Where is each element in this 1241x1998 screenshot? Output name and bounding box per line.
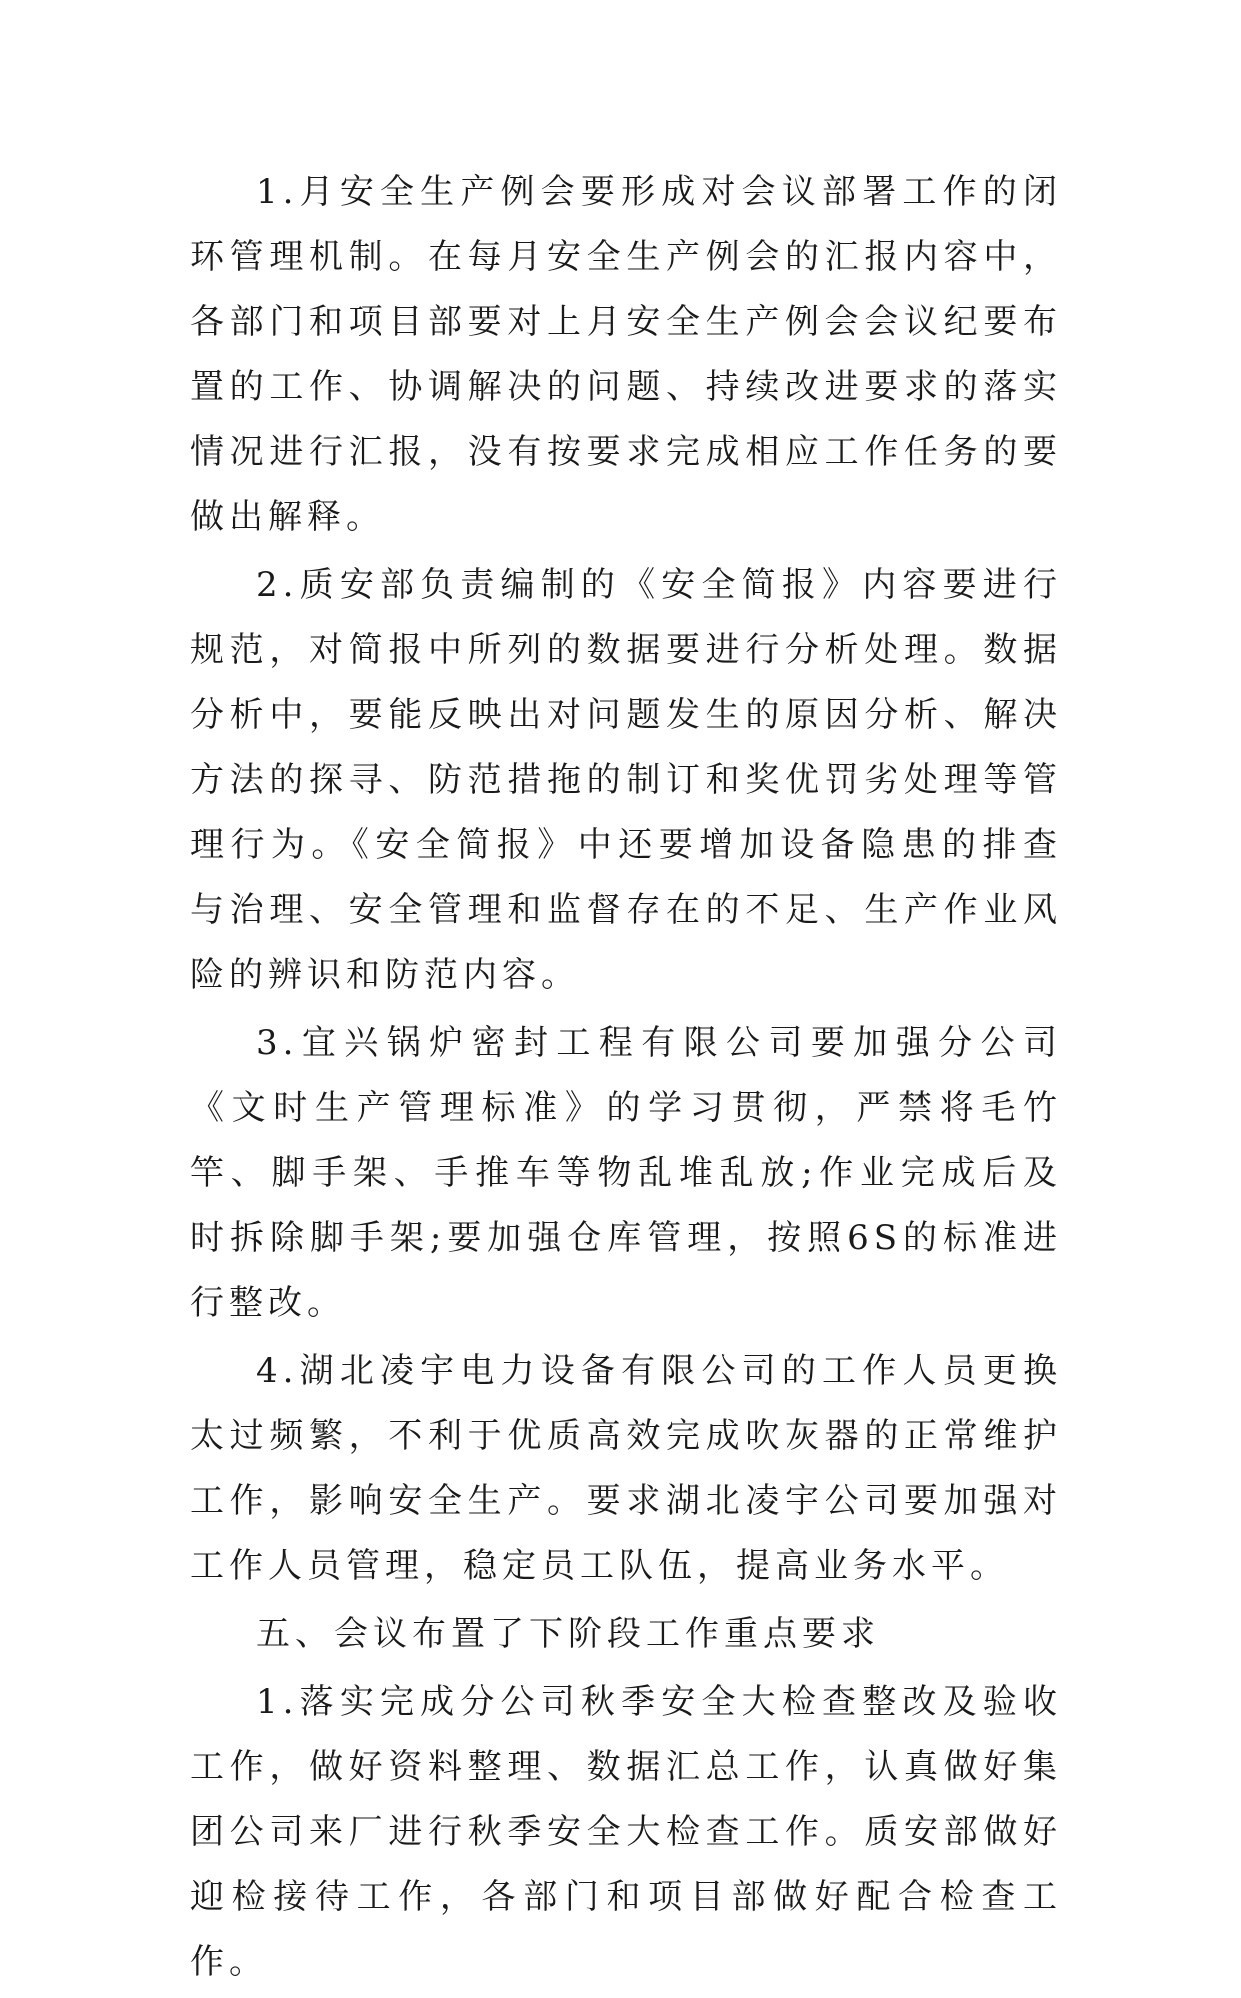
paragraph-item-4: 4.湖北凌宇电力设备有限公司的工作人员更换太过频繁，不利于优质高效完成吹灰器的正常维护工作，影响安全生产。要求湖北凌宇公司要加强对工作人员管理，稳定员工队伍，提高业务水平。: [190, 1351, 1062, 1586]
paragraph-item-1: 1.月安全生产例会要形成对会议部署工作的闭环管理机制。在每月安全生产例会的汇报内容中，各部门和项目部要对上月安全生产例会会议纪要布置的工作、协调解决的问题、持续改进要求的落实情况进行汇报，没有按要求完成相应工作任务的要做出解释。: [190, 172, 1062, 537]
section-heading-five: 五、会议布置了下阶段工作重点要求: [256, 1614, 880, 1654]
paragraph-item-3: 3.宜兴锅炉密封工程有限公司要加强分公司《文时生产管理标准》的学习贯彻，严禁将毛竹竿、脚手架、手推车等物乱堆乱放;作业完成后及时拆除脚手架;要加强仓库管理，按照6S的标准进行整改。: [190, 1023, 1062, 1323]
paragraph-next-stage-1: 1.落实完成分公司秋季安全大检查整改及验收工作，做好资料整理、数据汇总工作，认真做好集团公司来厂进行秋季安全大检查工作。质安部做好迎检接待工作，各部门和项目部做好配合检查工作。: [190, 1682, 1062, 1982]
paragraph-item-2: 2.质安部负责编制的《安全简报》内容要进行规范，对简报中所列的数据要进行分析处理。数据分析中，要能反映出对问题发生的原因分析、解决方法的探寻、防范措拖的制订和奖优罚劣处理等管理行为。《安全简报》中还要增加设备隐患的排查与治理、安全管理和监督存在的不足、生产作业风险的辨识和防范内容。: [190, 565, 1062, 995]
document-page: [190, 160, 1062, 1998]
